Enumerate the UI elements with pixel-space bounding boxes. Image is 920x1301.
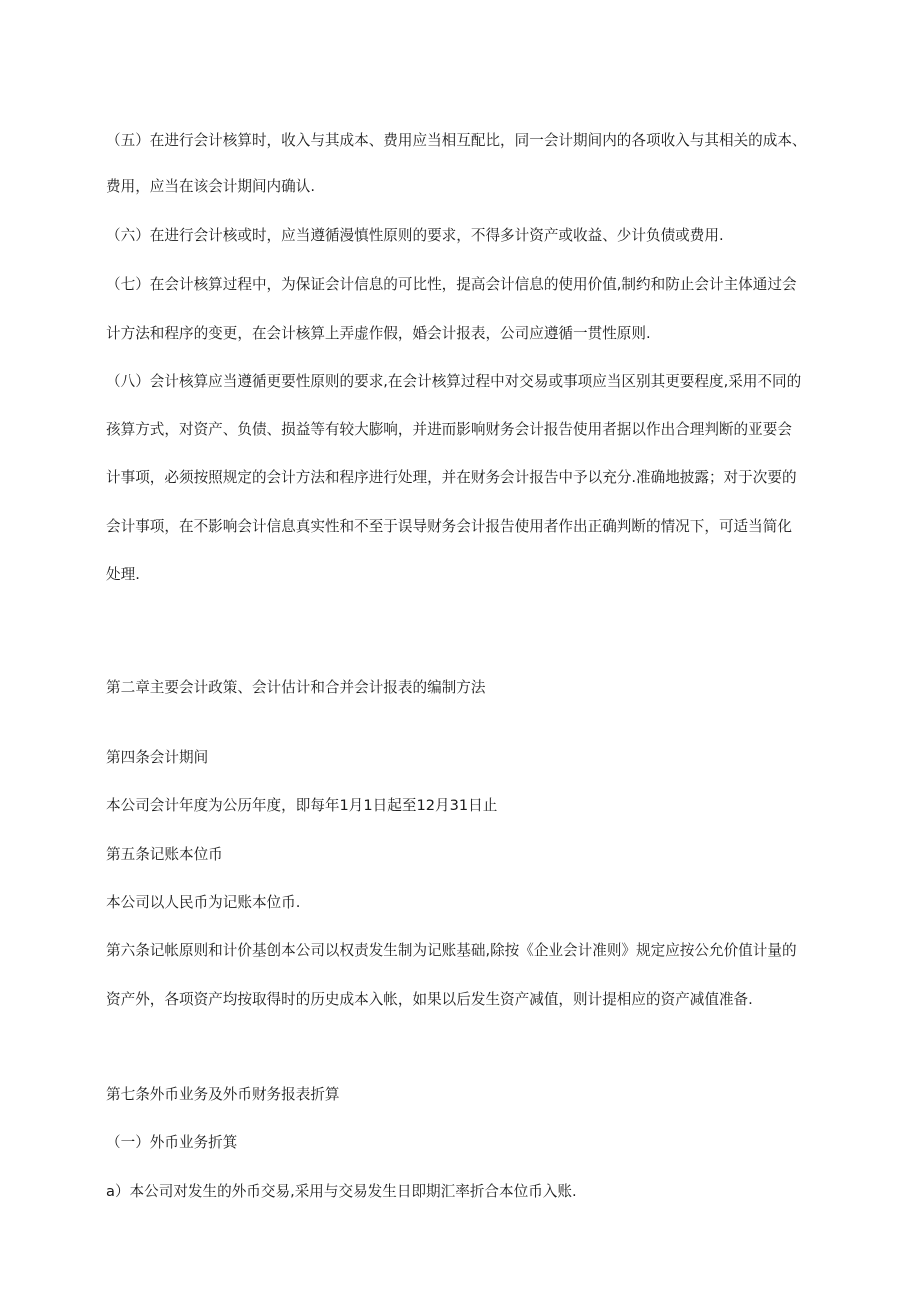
article-heading: 第五条记账本位币	[106, 846, 223, 863]
section-heading: （一）外币业务折箕	[106, 1134, 238, 1151]
paragraph-line: （五）在进行会计核算时，收入与其成本、费用应当相互配比，同一会计期间内的各项收入与其相关的成本、	[106, 132, 807, 149]
paragraph-line: 第六条记帐原则和计价基创本公司以权责发生制为记账基础,除按《企业会计准则》规定应按公允价值计量的	[106, 942, 797, 959]
article-heading: 第七条外币业务及外币财务报表折算	[106, 1086, 340, 1103]
paragraph-line: （六）在进行会计核或时，应当遵循漫慎性原则的要求，不得多计资产或收益、少计负债或费用.	[106, 227, 724, 244]
paragraph-line: 费用，应当在该会计期间内确认.	[106, 178, 315, 195]
paragraph-line: 计事项，必须按照规定的会计方法和程序进行处理，并在财务会计报告中予以充分.准确地披露；对于次要的	[106, 469, 797, 486]
paragraph-line: 孩算方式，对资产、负债、损益等有较大膨响，并进而影响财务会计报告使用者据以作出合理判断的亚要会	[106, 421, 792, 438]
paragraph-line: 会计事项，在不影响会计信息真实性和不至于误导财务会计报告使用者作出正确判断的情况下，可适当简化	[106, 518, 792, 535]
chapter-heading: 第二章主要会计政策、会计估计和合并会计报表的编制方法	[106, 679, 486, 696]
paragraph-line: 本公司以人民币为记账本位币.	[106, 894, 301, 911]
paragraph-line: （七）在会计核算过程中，为保证会计信息的可比性，提高会计信息的使用价值,制约和防止会计主体通过会	[106, 276, 797, 293]
paragraph-line: （八）会计核算应当遵循更要性原则的要求,在会计核算过程中对交易或事项应当区别其更要程度,采用不同的	[106, 373, 802, 390]
article-heading: 第四条会计期间	[106, 749, 209, 766]
paragraph-line: 处理.	[106, 566, 140, 583]
paragraph-line: 资产外，各项资产均按取得时的历史成本入帐，如果以后发生资产减值，则计提相应的资产减值准备.	[106, 991, 753, 1008]
paragraph-line: a）本公司对发生的外币交易,采用与交易发生日即期汇率折合本位币入账.	[106, 1183, 577, 1200]
paragraph-line: 本公司会计年度为公历年度，即每年1月1日起至12月31日止	[106, 797, 498, 814]
paragraph-line: 计方法和程序的变更，在会计核算上弄虚作假，婚会计报表，公司应遵循一贯性原则.	[106, 325, 651, 342]
